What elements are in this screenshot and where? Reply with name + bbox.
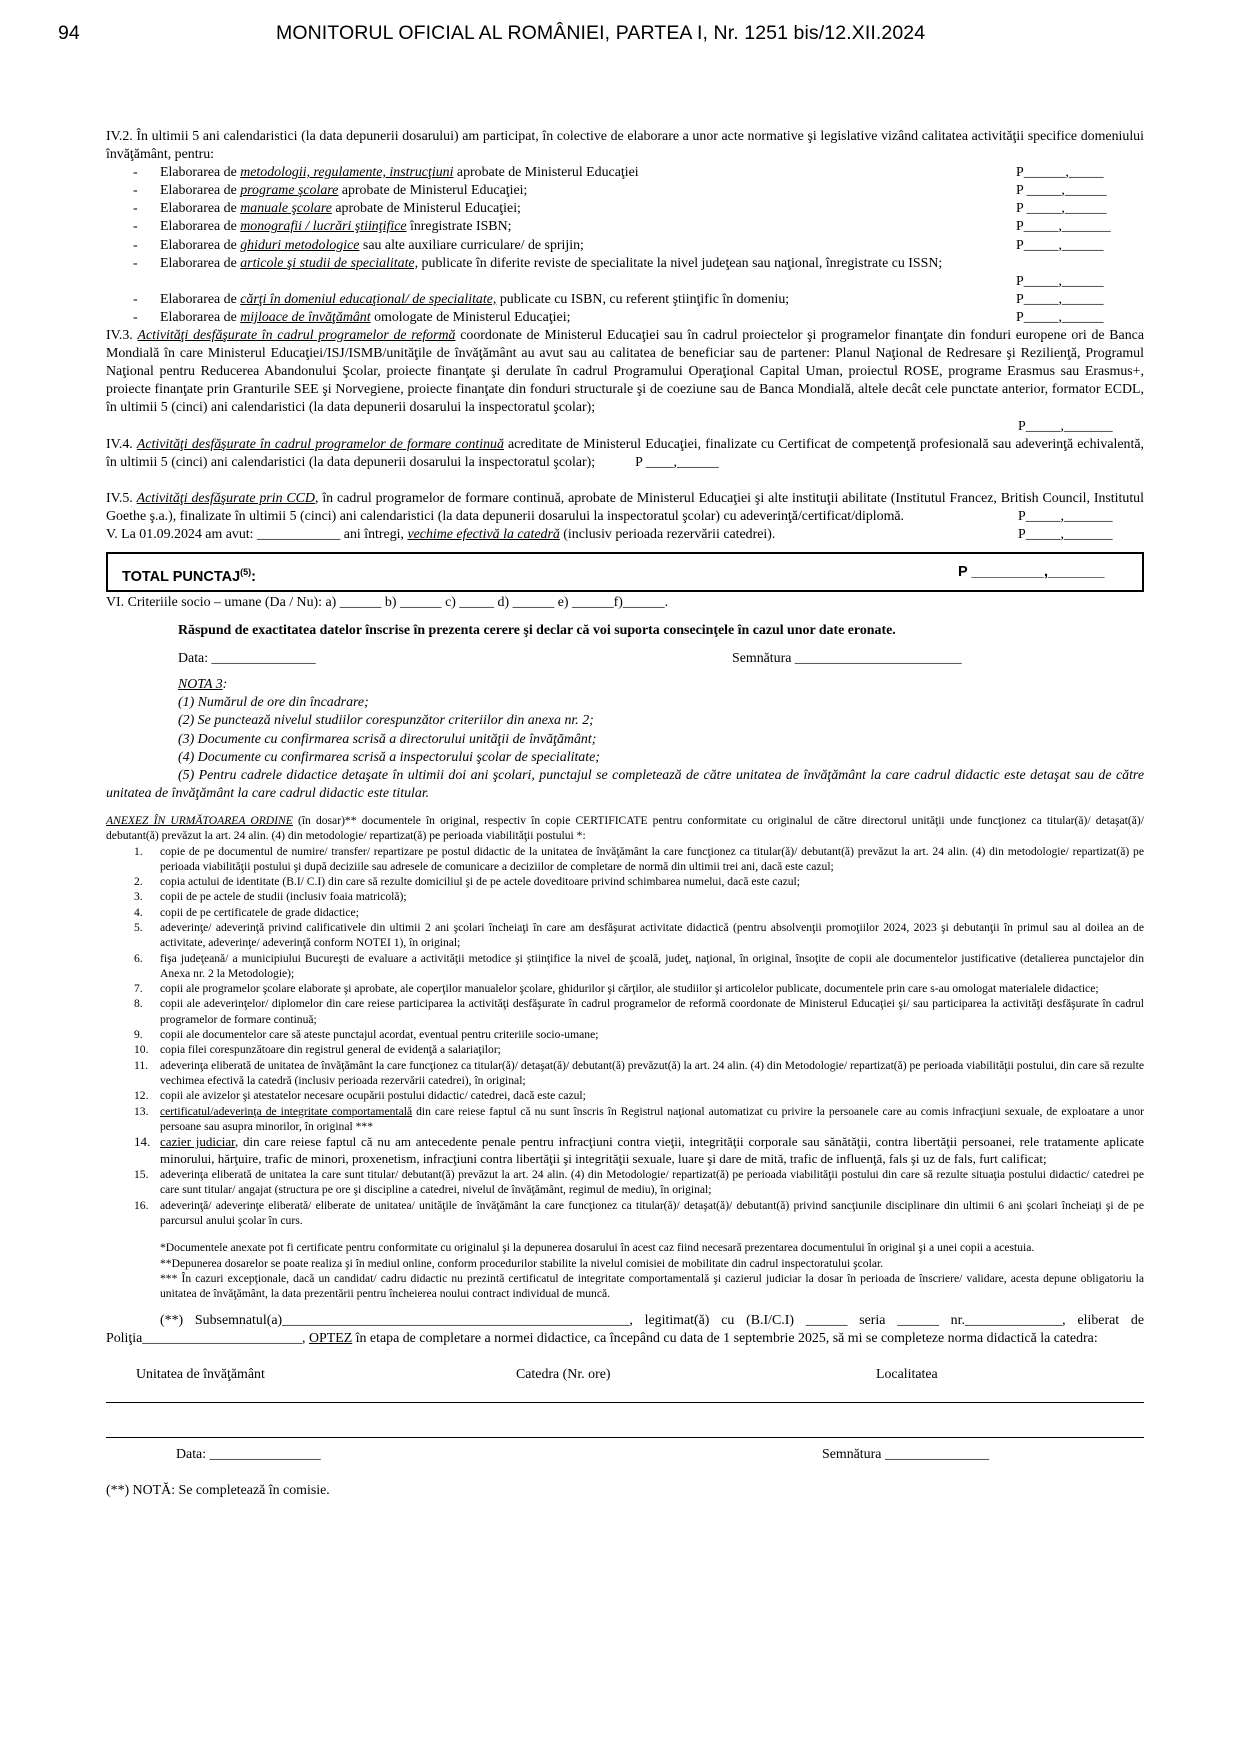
section-vi: VI. Criteriile socio – umane (Da / Nu): a) ______ b) ______ c) _____ d) ______ e) ______f)______. [106,595,669,611]
list-item: - Elaborarea de cărţi în domeniul educaţional/ de specialitate, publicate cu ISBN, cu referent ştiinţific în domeniu; P_____,______ [106,291,1144,309]
signature-field[interactable]: Semnătura _______________ [822,1446,990,1462]
points-field[interactable]: P _____,______ [1016,201,1107,217]
section-iv5: IV.5. Activităţi desfăşurate prin CCD, în cadrul programelor de formare continuă, aprobate de Ministerul Educaţiei şi alte instituţii abilitate (Institutul Francez, British Council, Institutul Goethe ş.a.), finalizate în ultimii 5 (cinci) ani calendaristici (la data depunerii dosarului la inspectoratul şcolar) cu adeverinţă/certificat/diplomă. [106,490,1144,524]
list-item: 14. cazier judiciar, din care reiese faptul că nu am antecedente penale pentru infracţiuni contra vieţii, integrităţii corporale sau sănătăţii, contra libertăţii persoanei, rele tratamente aplicate minorului, hărţuire, trafic de minori, proxenetism, infracţiuni contra libertăţii şi integrităţii sexuale, luare şi dare de mită, trafic de influenţă, fals şi uz de fals, furt calificat; [134,1134,1144,1166]
list-item: 6. fişa judeţeană/ a municipiului Bucureşti de evaluare a activităţii metodice şi ştiinţifice la nivel de şcoală, judeţ, naţional, în original, însoţite de copii ale documentelor justificative (detalierea punctajelor din Anexa nr. 2 la Metodologie); [134,951,1144,980]
final-note: (**) NOTĂ: Se completează în comisie. [106,1482,330,1498]
list-item: - Elaborarea de articole şi studii de specialitate, publicate în diferite reviste de specialitate la nivel judeţean sau naţional, înregistrate cu ISSN; P_____,______ [106,255,1144,291]
annex-list [106,844,1144,1229]
list-item: - Elaborarea de programe şcolare aprobate de Ministerul Educaţiei; P _____,______ [106,182,1144,200]
points-field[interactable]: P_____,_______ [1018,418,1113,434]
list-item: 1. copie de pe documentul de numire/ transfer/ repartizare pe postul didactic de la unitatea de învăţământ la care funcţionez ca titular(ă)/ debutant(ă) prevăzut la art. 24 alin. (4) din metodologie/ repartizat(ă) pe perioada viabilităţii postului şi după deciziile sau adresele de comunicare a deciziilor de completare de normă din ultimii trei ani, dacă este cazul; [134,844,1144,873]
option-statement: (**) Subsemnatul(a)__________________________________________________, legitimat(ă) cu (B.I/C.I) ______ seria ______ nr.______________, eliberat de Poliţia_______________________, OPTEZ în etapa de completare a normei didactice, ca începând cu data de 1 septembrie 2025, să mi se completeze norma didactică la catedra: [106,1312,1144,1346]
list-item: 16. adeverinţă/ adeverinţe eliberată/ eliberate de unitatea/ unităţile de învăţământ la care funcţionez ca titular(ă)/ detaşat(ă)/ debutant(ă) privind sancţiunile disciplinare din ultimii 6 ani şcolari încheiaţi şi de pe parcursul anului şcolar în curs. [134,1198,1144,1228]
list-item: 8. copii ale adeverinţelor/ diplomelor din care reiese participarea la activităţi desfăşurate în cadrul programelor de reformă coordonate de Ministerul Educaţiei şi/ sau participarea la activităţi desfăşurate în cadrul programelor de formare continuă; [134,997,1144,1026]
column-unitatea: Unitatea de învăţământ [136,1366,265,1382]
date-field[interactable]: Data: ________________ [176,1446,321,1462]
points-field[interactable]: P_____,______ [1016,237,1104,253]
total-score-box: TOTAL PUNCTAJ$^{(5)}$: P _________,_______ [106,552,1144,592]
points-field[interactable]: P_____,______ [1016,309,1104,325]
list-item: 3. copii de pe actele de studii (inclusiv foaia matricolă); [134,890,407,904]
date-field[interactable]: Data: _______________ [178,651,316,667]
list-item: 11. adeverinţa eliberată de unitatea de învăţământ la care funcţionez ca titular(ă)/ detaşat(ă)/ debutant(ă) prevăzut(ă) la art. 24 alin. (4) din Metodologie/ repartizat(ă) pe perioada viabilităţii postului, din care să rezulte vechimea efectivă la catedră (inclusiv perioada rezervării catedrei), în original; [134,1058,1144,1087]
points-field[interactable]: P_____,______ [1016,291,1104,307]
nota-3: NOTA 3: (1) Numărul de ore din încadrare; (2) Se punctează nivelul studiilor corespunzător criteriilor din anexa nr. 2; (3) Documente cu confirmarea scrisă a directorului unităţii de învăţământ; (4) Documente cu confirmarea scrisă a inspectorului şcolar de specialitate; (5) Pentru cadrele didactice detaşate în ultimii doi ani şcolari, punctajul se completează de către unitatea de învăţământ la care cadrul didactic este detaşat sau de către unitatea de învăţământ la care cadrul didactic este titular. [106,677,1144,801]
declaration: Răspund de exactitatea datelor înscrise în prezenta cerere şi declar că voi suporta consecinţele în cazul unor date eronate. [178,623,896,639]
column-catedra: Catedra (Nr. ore) [516,1366,611,1382]
page-number: 94 [58,22,80,44]
page-header [0,22,1240,52]
list-item: - Elaborarea de mijloace de învăţământ omologate de Ministerul Educaţiei; P_____,______ [106,309,1144,327]
column-localitatea: Localitatea [876,1366,938,1382]
list-item: 7. copii ale programelor şcolare elaborate şi aprobate, ale coperţilor manualelor şcolare, ghidurilor şi cărţilor, ale studiilor şi articolelor publicate, documentele prin care s-au omologat materialele didactice; [134,982,1099,996]
section-iv3: IV.3. Activităţi desfăşurate în cadrul programelor de reformă coordonate de Ministerul Educaţiei sau în cadrul proiectelor şi programelor finanţate din fonduri europene ori de Banca Mondială în care Ministerul Educaţiei/ISJ/ISMB/unităţile de învăţământ au avut sau au calitatea de beneficiar sau de partener: Planul Naţional de Redresare şi Rezilienţă, Programul Naţional pentru Reducerea Abandonului Şcolar, proiecte finanţate şi derulate în cadrul Programului Operaţional Capital Uman, proiectul ROSE, programe Erasmus sau Erasmus+, proiecte finanţate prin Granturile SEE şi Norvegiene, proiecte finanţate din fonduri structurale şi de coeziune sau de Banca Mondială, altele decât cele punctate anterior, formator ECDL, în ultimii 5 (cinci) ani calendaristici (la data depunerii dosarului la inspectoratul şcolar); [106,328,1144,416]
fill-line[interactable] [106,1437,1144,1438]
list-item: - Elaborarea de metodologii, regulamente, instrucţiuni aprobate de Ministerul Educaţiei P______,_____ [106,164,1144,182]
list-item: 15. adeverinţa eliberată de unitatea la care sunt titular/ debutant(ă) prevăzut la art. 24 alin. (4) din Metodologie/ repartizat(ă) pe perioada viabilităţii postului din care să rezulte situaţia postului didactic/ catedrei pe care sunt titular/ angajat (structura pe ore şi discipline a catedrei, nivelul de învăţământ, regimul de mediu), în original; [134,1168,1144,1197]
section-iv4: IV.4. Activităţi desfăşurate în cadrul programelor de formare continuă acreditate de Ministerul Educaţiei, finalizate cu Certificat de competenţă profesională sau adeverinţă echivalentă, în ultimii 5 (cinci) ani calendaristici (la data depunerii dosarului la inspectoratul şcolar); P ____,______ [106,436,1144,470]
points-field[interactable]: P ____,______ [635,454,719,470]
document-body [106,128,1144,1500]
list-item: 2. copia actului de identitate (B.I/ C.I) din care să rezulte domiciliul şi de pe actele doveditoare privind schimbarea numelui, dacă este cazul; [134,875,800,889]
points-field[interactable]: P _____,______ [1016,183,1107,199]
annex-footnotes: *Documentele anexate pot fi certificate pentru conformitate cu originalul şi la depunerea dosarului în acest caz fiind necesară prezentarea documentului în original şi a unei copii a acestuia. **Depunerea dosarelor se poate realiza şi în mediul online, conform procedurilor stabilite la nivelul comisiei de mobilitate din cadrul inspectoratului şcolar. *** În cazuri excepţionale, dacă un candidat/ cadru didactic nu prezintă certificatul de integritate comportamentală şi cazierul judiciar la dosar în perioada de înscriere/ validare, acesta depune obligatoriu la unitatea de învăţământ, la data prezentării pentru încheierea noului contract individual de muncă. [160,1241,1144,1301]
list-item: - Elaborarea de manuale şcolare aprobate de Ministerul Educaţiei; P _____,______ [106,200,1144,218]
points-field[interactable]: P______,_____ [1016,165,1104,181]
points-field[interactable]: P_____,_______ [1016,219,1111,235]
list-item: 4. copii de pe certificatele de grade didactice; [134,905,359,919]
section-iv2-list [106,164,1144,327]
list-item: 12. copii ale avizelor şi atestatelor necesare ocupării postului didactic/ catedrei, dacă este cazul; [134,1089,586,1103]
catedra-columns [106,1366,1144,1388]
signature-field[interactable]: Semnătura ________________________ [732,651,962,667]
points-field[interactable]: P_____,_______ [1018,508,1113,524]
section-v: V. La 01.09.2024 am avut: ____________ ani întregi, vechime efectivă la catedră (inclusiv perioada rezervării catedrei). P_____,_______ [106,526,1144,544]
list-item: - Elaborarea de ghiduri metodologice sau alte auxiliare curriculare/ de sprijin; P_____,______ [106,237,1144,255]
list-item: 5. adeverinţe/ adeverinţă privind calificativele din ultimii 2 ani şcolari încheiaţi în care am desfăşurat activitate didactică (pentru absolvenţii promoţiilor 2024, 2023 şi debutanţii în primul sau al doilea an de activitate, adeverinţe/ adeverinţă conform NOTEI 1), în original; [134,920,1144,950]
points-field[interactable]: P_____,______ [1016,273,1104,289]
list-item: 10. copia filei corespunzătoare din registrul general de evidenţă a salariaţilor; [134,1043,501,1057]
list-item: 13. certificatul/adeverinţa de integritate comportamentală din care reiese faptul că nu sunt înscris în Registrul naţional automatizat cu privire la persoanele care au comis infracţiuni sexuale, de exploatare a unor persoane sau asupra minorilor, în original *** [134,1104,1144,1133]
publication-title: MONITORUL OFICIAL AL ROMÂNIEI, PARTEA I, Nr. 1251 bis/12.XII.2024 [276,22,926,44]
section-iv2-intro: IV.2. În ultimii 5 ani calendaristici (la data depunerii dosarului) am participat, în colective de elaborare a unor acte normative şi legislative vizând calitatea activităţii specifice domeniului învăţământ, pentru: [106,129,1144,163]
total-score-field[interactable]: P _________,_______ [958,564,1105,581]
list-item: - Elaborarea de monografii / lucrări ştiinţifice înregistrate ISBN; P_____,_______ [106,218,1144,236]
list-item: 9. copii ale documentelor care să ateste punctajul acordat, eventual pentru criteriile socio-umane; [134,1028,599,1042]
annex-intro: ANEXEZ ÎN URMĂTOAREA ORDINE (în dosar)** documentele în original, respectiv în copie CERTIFICATE pentru conformitate cu originalul de către directorul unităţii unde funcţionez ca titular(ă)/ detaşat(ă)/ debutant(ă) prevăzut la art. 24 alin. (4) din metodologie/ repartizat(ă) pe perioada viabilităţii postului *: [106,813,1144,843]
points-field[interactable]: P_____,_______ [1018,526,1113,542]
annex-section [106,813,1144,1302]
